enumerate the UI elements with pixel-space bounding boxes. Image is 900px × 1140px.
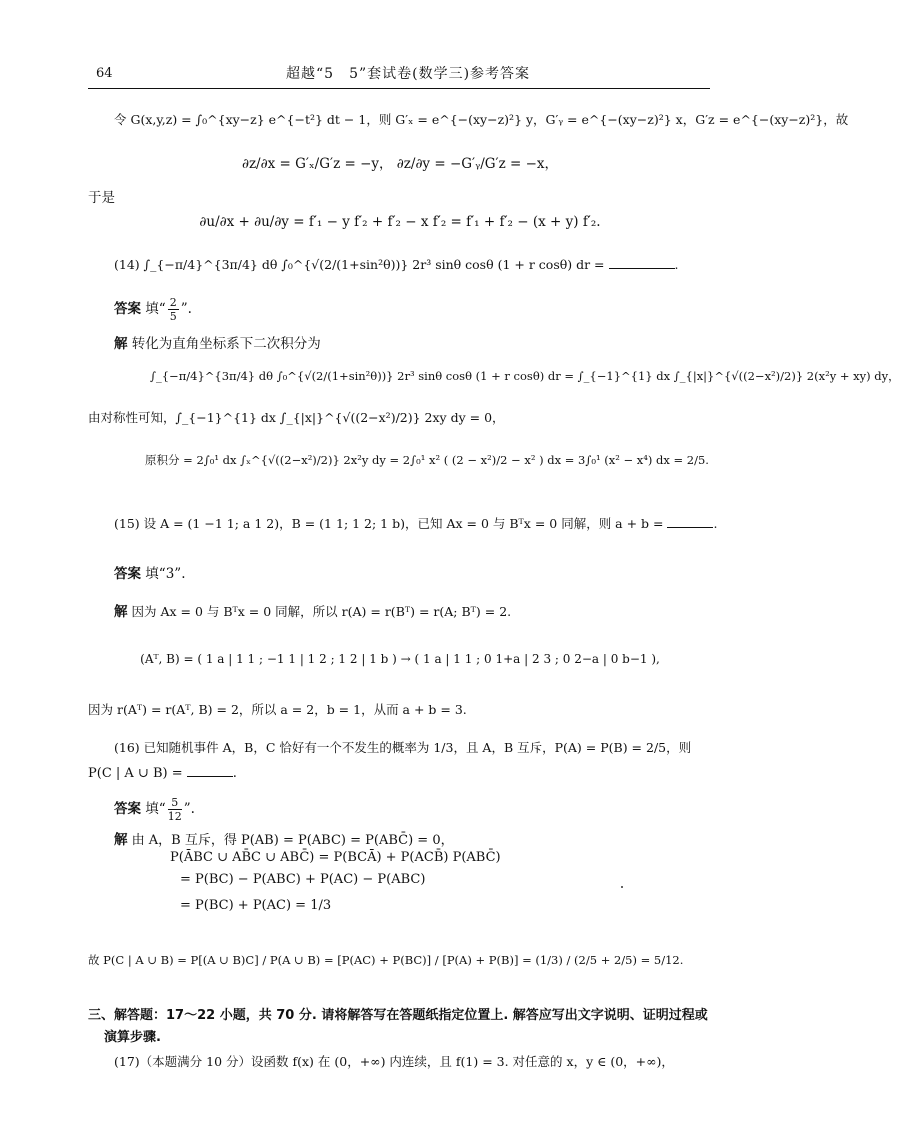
answer-16-fraction (168, 796, 182, 823)
question-15: (15) 设 A = (1 −1 1; a 1 2)，B = (1 1; 1 2; 1 b)，已知 Ax = 0 与 Bᵀx = 0 同解，则 a + b = . (114, 516, 718, 531)
solution-16-text: 由 A，B 互斥，得 P(AB) = P(ABC) = P(ABC̄) = 0， (131, 833, 454, 848)
solution-14-step-1: ∫_{−π/4}^{3π/4} dθ ∫₀^{√(2/(1+sin²θ))} 2r³ sinθ cosθ (1 + r cosθ) dr = ∫_{−1}^{1} dx ∫_{|x|}^{√((2−x²)/2)} 2(x²y + xy) dy， (150, 369, 900, 383)
solution-label: 解 (114, 604, 128, 620)
stray-dot (621, 886, 623, 888)
derivation-line-2: ∂z/∂x = G′ₓ/G′z = −y， ∂z/∂y = −G′ᵧ/G′z = −x， (241, 156, 559, 172)
question-16-text: P(C | A ∪ B) = (88, 766, 183, 781)
header-rule (88, 88, 710, 89)
answer-label: 答案 (114, 566, 141, 582)
question-16-line-2: P(C | A ∪ B) = . (88, 766, 237, 781)
solution-14-intro (114, 332, 321, 352)
answer-blank-15 (667, 515, 713, 528)
solution-16-step-1: P(ĀBC ∪ AB̄C ∪ ABC̄) = P(BCĀ) + P(ACB̄) P(ABC̄) (170, 850, 501, 865)
solution-15-matrix: (Aᵀ, B) = ( 1 a | 1 1 ; −1 1 | 1 2 ; 1 2 | 1 b ) → ( 1 a | 1 1 ; 0 1+a | 2 3 ; 0 2−a | 0 b−1 ), (140, 652, 660, 666)
answer-blank-14 (609, 256, 675, 269)
derivation-line-4: ∂u/∂x + ∂u/∂y = f′₁ − y f′₂ + f′₂ − x f′₂ = f′₁ + f′₂ − (x + y) f′₂. (199, 214, 601, 230)
answer-16-denominator: 12 (167, 810, 182, 823)
derivation-line-3: 于是 (88, 190, 115, 206)
running-title: 超越“5 5”套试卷(数学三)参考答案 (286, 66, 531, 82)
solution-14-text: 转化为直角坐标系下二次积分为 (131, 336, 321, 352)
page-number: 64 (96, 66, 113, 81)
section-3-heading-line-2: 演算步骤. (104, 1030, 161, 1045)
question-17: (17)（本题满分 10 分）设函数 f(x) 在 (0，+∞) 内连续，且 f(1) = 3. 对任意的 x，y ∈ (0，+∞)， (114, 1054, 674, 1069)
solution-label: 解 (114, 336, 128, 352)
solution-16-conclusion: 故 P(C | A ∪ B) = P[(A ∪ B)C] / P(A ∪ B) = [P(AC) + P(BC)] / [P(A) + P(B)] = (1/3) / (2/5 + 2/5) = 5/12. (88, 953, 684, 967)
answer-label: 答案 (114, 801, 141, 817)
answer-15-text: 填“3”. (145, 566, 186, 582)
answer-15 (114, 562, 185, 582)
derivation-line-1: 令 G(x,y,z) = ∫₀^{xy−z} e^{−t²} dt − 1，则 G′ₓ = e^{−(xy−z)²} y，G′ᵧ = e^{−(xy−z)²} x，G′z = e^{−(xy−z)²}，故 (114, 112, 849, 127)
solution-label: 解 (114, 832, 128, 848)
solution-15-conclusion: 因为 r(Aᵀ) = r(Aᵀ, B) = 2，所以 a = 2，b = 1，从而 a + b = 3. (88, 702, 467, 717)
solution-15-intro (114, 600, 511, 620)
question-15-text: (15) 设 A = (1 −1 1; a 1 2)，B = (1 1; 1 2; 1 b)，已知 Ax = 0 与 Bᵀx = 0 同解，则 a + b = (114, 516, 664, 531)
section-3-heading-line-1: 三、解答题：17～22 小题，共 70 分. 请将解答写在答题纸指定位置上. 解答应写出文字说明、证明过程或 (88, 1008, 708, 1023)
answer-14-numerator: 2 (169, 296, 177, 309)
answer-label: 答案 (114, 301, 141, 317)
question-16-line-1: (16) 已知随机事件 A，B，C 恰好有一个不发生的概率为 1/3，且 A，B 互斥，P(A) = P(B) = 2/5，则 (114, 740, 692, 755)
solution-15-text: 因为 Ax = 0 与 Bᵀx = 0 同解，所以 r(A) = r(Bᵀ) = r(A; Bᵀ) = 2. (131, 604, 512, 619)
question-14-text: (14) ∫_{−π/4}^{3π/4} dθ ∫₀^{√(2/(1+sin²θ))} 2r³ sinθ cosθ (1 + r cosθ) dr = (114, 257, 605, 272)
question-14: (14) ∫_{−π/4}^{3π/4} dθ ∫₀^{√(2/(1+sin²θ))} 2r³ sinθ cosθ (1 + r cosθ) dr = . (114, 257, 679, 272)
answer-16-numerator: 5 (168, 796, 182, 810)
answer-16 (114, 796, 195, 823)
solution-14-step-3: 原积分 = 2∫₀¹ dx ∫ₓ^{√((2−x²)/2)} 2x²y dy = 2∫₀¹ x² ( (2 − x²)/2 − x² ) dx = 3∫₀¹ (x² − x⁴) dx = 2/5. (145, 453, 709, 467)
answer-16-open: 填“ (145, 801, 166, 817)
answer-14-fraction (168, 296, 179, 323)
answer-14-open: 填“ (145, 301, 166, 317)
solution-16-intro (114, 828, 454, 848)
solution-16-step-2: = P(BC) − P(ABC) + P(AC) − P(ABC) (180, 872, 426, 887)
answer-14 (114, 296, 192, 323)
answer-blank-16 (187, 764, 233, 777)
answer-14-close: ”. (180, 301, 192, 317)
solution-16-step-3: = P(BC) + P(AC) = 1/3 (180, 898, 332, 913)
answer-16-close: ”. (183, 801, 195, 817)
solution-14-step-2: 由对称性可知，∫_{−1}^{1} dx ∫_{|x|}^{√((2−x²)/2)} 2xy dy = 0， (88, 410, 505, 425)
answer-14-denominator: 5 (169, 310, 177, 323)
